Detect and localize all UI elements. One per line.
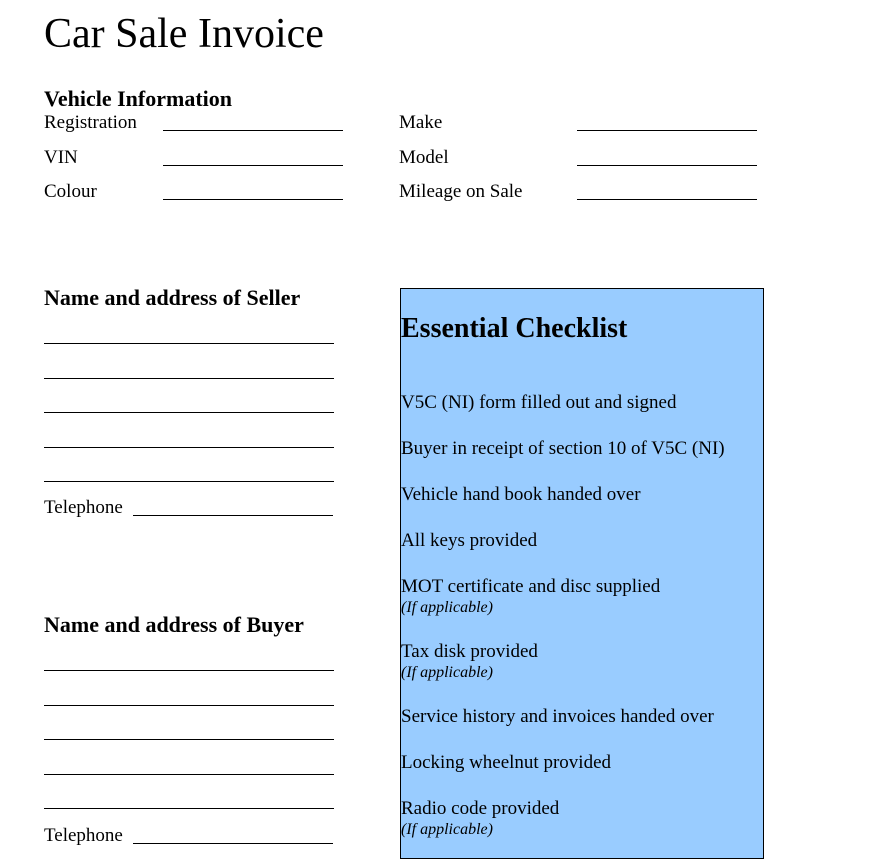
colour-label: Colour: [44, 181, 97, 202]
checklist-item-note: (If applicable): [401, 599, 493, 616]
seller-telephone-field[interactable]: [133, 515, 333, 516]
checklist-item: V5C (NI) form filled out and signed: [401, 392, 677, 413]
colour-field[interactable]: [163, 199, 343, 200]
buyer-address-line[interactable]: [44, 774, 334, 775]
seller-address-line[interactable]: [44, 343, 334, 344]
seller-address-line[interactable]: [44, 447, 334, 448]
vin-field[interactable]: [163, 165, 343, 166]
buyer-address-line[interactable]: [44, 739, 334, 740]
buyer-address-line[interactable]: [44, 705, 334, 706]
buyer-address-line[interactable]: [44, 808, 334, 809]
seller-telephone-label: Telephone: [44, 497, 123, 518]
buyer-telephone-field[interactable]: [133, 843, 333, 844]
buyer-section-heading: Name and address of Buyer: [44, 612, 304, 637]
essential-checklist-panel: [400, 288, 764, 859]
seller-section-heading: Name and address of Seller: [44, 285, 301, 310]
seller-address-line[interactable]: [44, 412, 334, 413]
mileage-field[interactable]: [577, 199, 757, 200]
checklist-item-note: (If applicable): [401, 821, 493, 838]
checklist-item: All keys provided: [401, 530, 538, 551]
model-field[interactable]: [577, 165, 757, 166]
checklist-item: MOT certificate and disc supplied: [401, 576, 661, 597]
checklist-title: Essential Checklist: [401, 313, 628, 344]
make-label: Make: [399, 112, 443, 133]
checklist-item: Buyer in receipt of section 10 of V5C (NI): [401, 438, 725, 459]
checklist-item: Radio code provided: [401, 798, 560, 819]
buyer-address-line[interactable]: [44, 670, 334, 671]
checklist-item: Tax disk provided: [401, 641, 538, 662]
model-label: Model: [399, 147, 449, 168]
checklist-item: Locking wheelnut provided: [401, 752, 612, 773]
registration-label: Registration: [44, 112, 137, 133]
seller-address-line[interactable]: [44, 378, 334, 379]
checklist-item-note: (If applicable): [401, 664, 493, 681]
mileage-label: Mileage on Sale: [399, 181, 523, 202]
checklist-item: Vehicle hand book handed over: [401, 484, 641, 505]
seller-address-line[interactable]: [44, 481, 334, 482]
vin-label: VIN: [44, 147, 78, 168]
make-field[interactable]: [577, 130, 757, 131]
buyer-telephone-label: Telephone: [44, 825, 123, 846]
page-title: Car Sale Invoice: [44, 11, 324, 57]
checklist-item: Service history and invoices handed over: [401, 706, 714, 727]
registration-field[interactable]: [163, 130, 343, 131]
vehicle-section-heading: Vehicle Information: [44, 86, 233, 111]
